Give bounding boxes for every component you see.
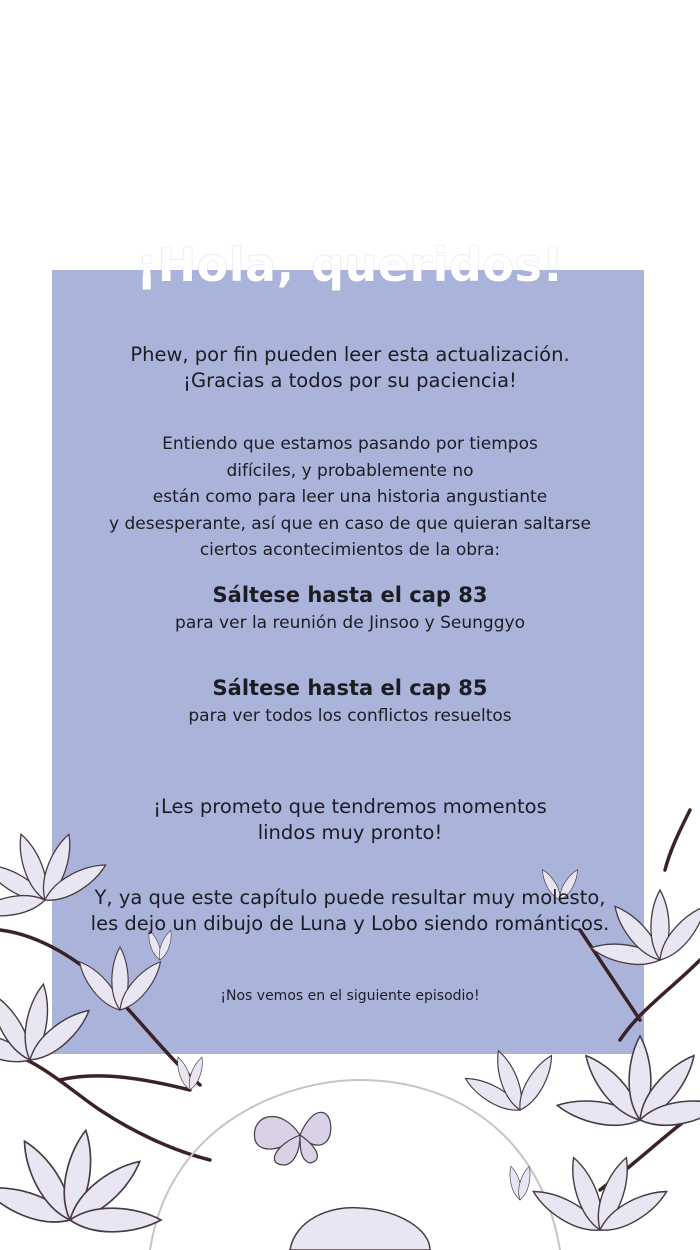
- note-text: [0, 885, 700, 937]
- farewell-line: ¡Nos vemos en el siguiente episodio!: [220, 988, 480, 1004]
- body-line-2: difíciles, y probablemente no: [226, 460, 474, 481]
- skip-text-83: para ver la reunión de Jinsoo y Seunggyo: [175, 613, 525, 633]
- page-title: ¡Hola, queridos!: [136, 238, 564, 292]
- body-text: [0, 431, 700, 564]
- skip-heading-85: Sáltese hasta el cap 85: [212, 676, 488, 700]
- skip-heading-83: Sáltese hasta el cap 83: [212, 583, 488, 607]
- intro-text: [0, 342, 700, 394]
- intro-line-1: Phew, por fin pueden leer esta actualización.: [130, 343, 570, 366]
- intro-line-2: ¡Gracias a todos por su paciencia!: [183, 369, 517, 392]
- skip-text-85: para ver todos los conflictos resueltos: [188, 706, 512, 726]
- note-line-1: Y, ya que este capítulo puede resultar muy molesto,: [94, 886, 606, 909]
- body-line-1: Entiendo que estamos pasando por tiempos: [162, 434, 538, 454]
- skip-section-83: [0, 580, 700, 637]
- skip-section-85: [0, 673, 700, 730]
- body-line-4: y desesperante, así que en caso de que quieran saltarse: [109, 513, 591, 534]
- promise-line-2: lindos muy pronto!: [257, 821, 443, 844]
- farewell-text: [0, 986, 700, 1006]
- promise-line-1: ¡Les prometo que tendremos momentos: [153, 795, 547, 818]
- body-line-5: ciertos acontecimientos de la obra:: [199, 540, 501, 560]
- note-line-2: les dejo un dibujo de Luna y Lobo siendo románticos.: [90, 912, 610, 935]
- body-line-3: están como para leer una historia angustiante: [152, 487, 548, 507]
- promise-text: [0, 794, 700, 846]
